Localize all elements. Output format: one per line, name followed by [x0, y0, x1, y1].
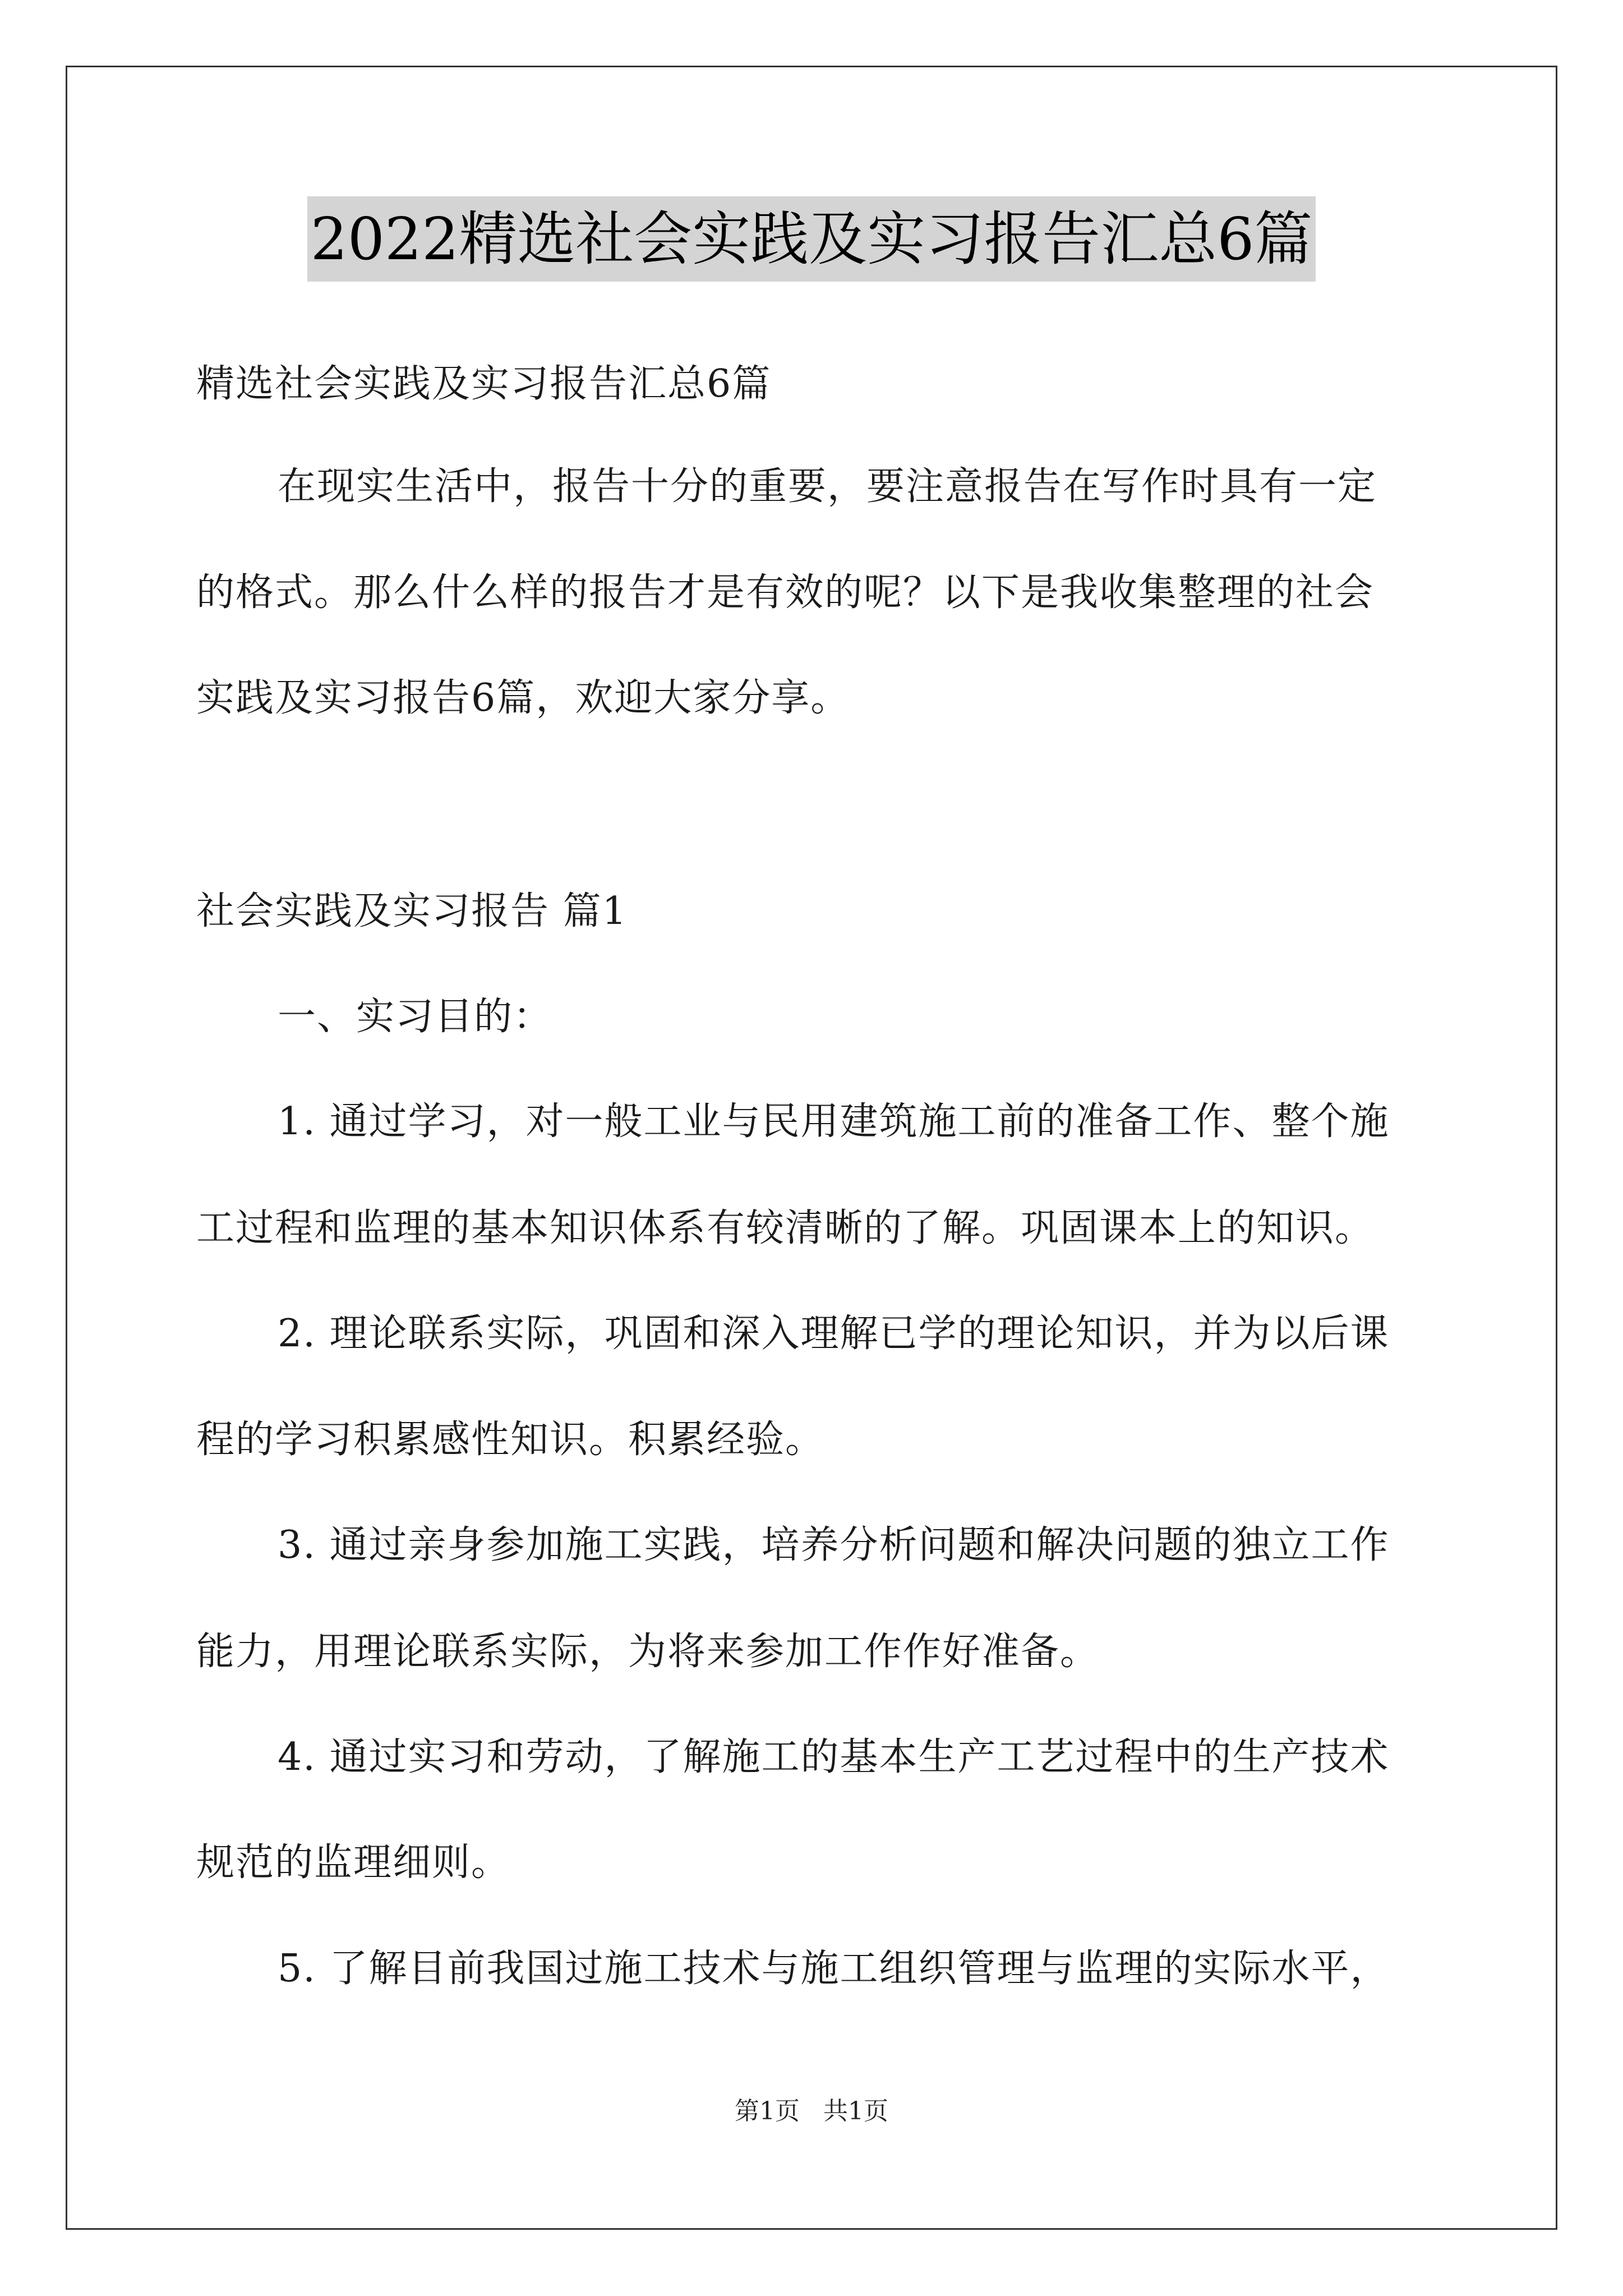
list-item-line: 程的学习积累感性知识。积累经验。	[196, 1418, 825, 1462]
list-item-line: 3. 通过亲身参加施工实践，培养分析问题和解决问题的独立工作	[278, 1523, 1390, 1567]
page-total: 共1页	[823, 2097, 888, 2125]
title-container	[0, 196, 1623, 282]
list-item-line: 能力，用理论联系实际，为将来参加工作作好准备。	[196, 1630, 1100, 1674]
section-subheading: 一、实习目的：	[278, 995, 553, 1039]
list-item-line: 5. 了解目前我国过施工技术与施工组织管理与监理的实际水平，	[278, 1947, 1390, 1991]
section-heading: 社会实践及实习报告 篇1	[196, 889, 628, 933]
list-item-line: 4. 通过实习和劳动，了解施工的基本生产工艺过程中的生产技术	[278, 1735, 1390, 1779]
list-item-line: 2. 理论联系实际，巩固和深入理解已学的理论知识，并为以后课	[278, 1312, 1390, 1356]
intro-line: 实践及实习报告6篇，欢迎大家分享。	[196, 676, 850, 720]
intro-line: 在现实生活中，报告十分的重要，要注意报告在写作时具有一定	[278, 464, 1377, 509]
list-item-line: 1. 通过学习，对一般工业与民用建筑施工前的准备工作、整个施	[278, 1099, 1390, 1144]
page-number: 第1页	[735, 2097, 800, 2125]
page-footer	[0, 2095, 1623, 2128]
list-item-line: 规范的监理细则。	[196, 1841, 511, 1885]
document-subtitle: 精选社会实践及实习报告汇总6篇	[196, 362, 772, 406]
intro-line: 的格式。那么什么样的报告才是有效的呢？以下是我收集整理的社会	[196, 570, 1375, 615]
list-item-line: 工过程和监理的基本知识体系有较清晰的了解。巩固课本上的知识。	[196, 1206, 1375, 1250]
document-title: 2022精选社会实践及实习报告汇总6篇	[307, 196, 1316, 282]
